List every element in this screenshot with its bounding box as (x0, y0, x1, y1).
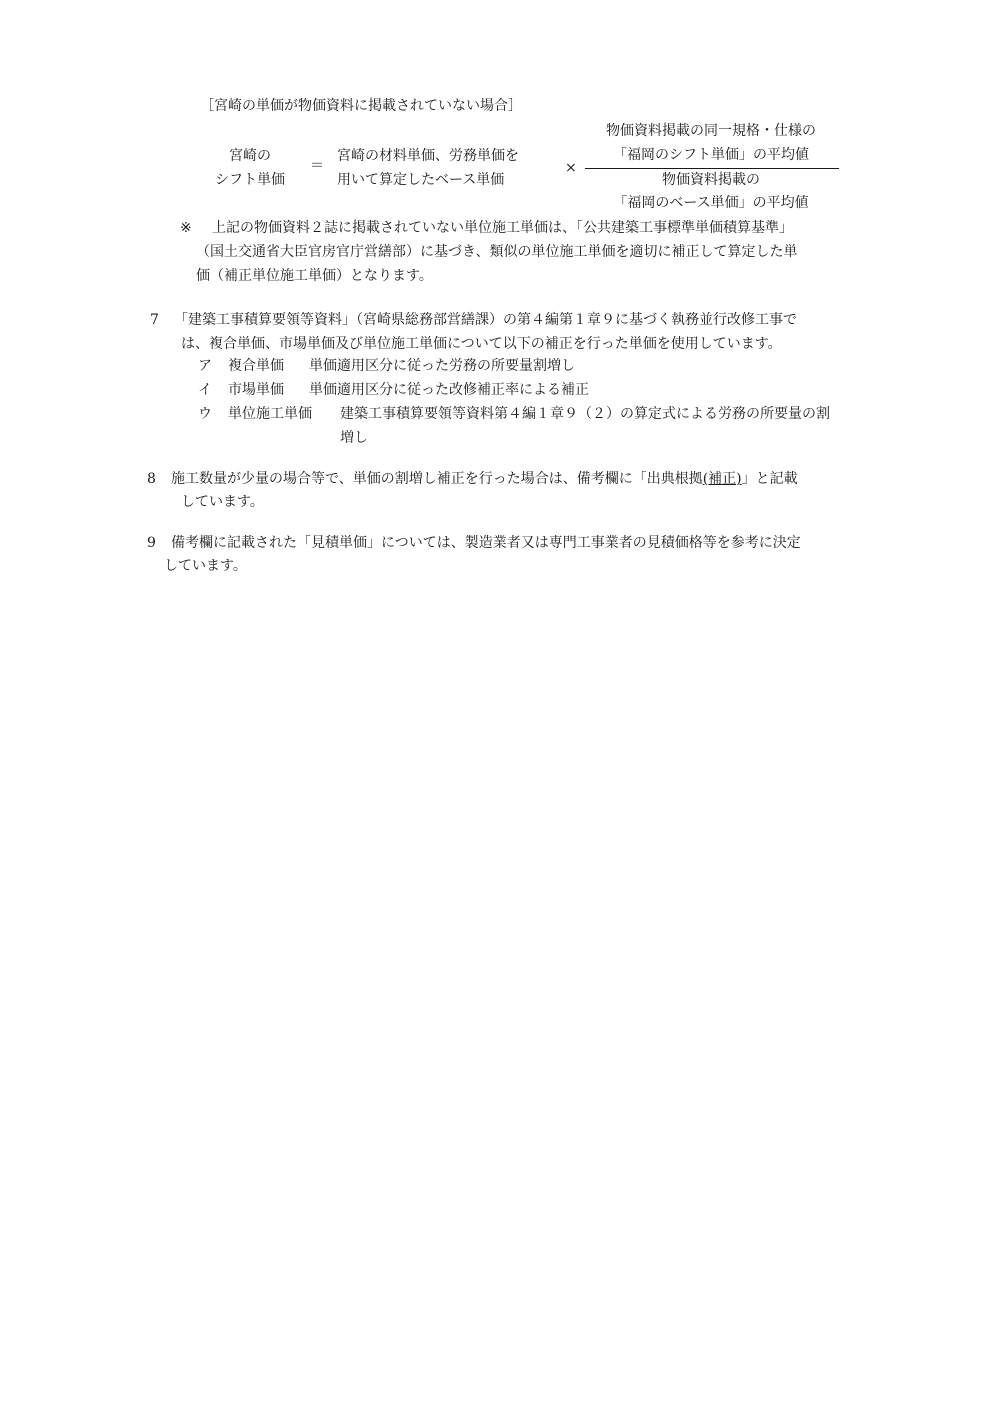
note-line2: （国土交通省大臣官房官庁営繕部）に基づき、類似の単位施工単価を適切に補正して算定した単 (196, 244, 798, 260)
item-7-sub-mark-u: ウ (198, 406, 212, 422)
item-7-sub-mark-a: ア (198, 358, 212, 374)
note-line1: 上記の物価資料２誌に掲載されていない単位施工単価は、「公共建築工事標準単価積算基準」 (212, 220, 793, 236)
item-7-sub-text-u-cont: 増し (340, 430, 368, 446)
formula-lhs-line2: シフト単価 (215, 172, 285, 188)
note-line3: 価（補正単位施工単価）となります。 (196, 268, 433, 284)
item-8-line2: しています。 (181, 494, 264, 510)
item-8-line1-underlined: (補正) (702, 471, 742, 487)
item-9-line2: しています。 (164, 558, 247, 574)
item-9-number: 9 (147, 535, 156, 551)
formula-numerator-line2: 「福岡のシフト単価」の平均値 (613, 147, 809, 163)
item-7-sub-label-i: 市場単価 (228, 382, 284, 398)
fraction-bar (585, 168, 839, 169)
item-9-line1: 備考欄に記載された「見積単価」については、製造業者又は専門工事業者の見積価格等を参考に決定 (171, 535, 801, 551)
item-7-sub-text-u: 建築工事積算要領等資料第４編１章９（２）の算定式による労務の所要量の割 (340, 406, 830, 422)
note-mark: ※ (180, 220, 192, 236)
item-8-number: 8 (147, 471, 156, 487)
formula-equals: ＝ (310, 158, 324, 174)
section-title: ［宮崎の単価が物価資料に掲載されていない場合］ (200, 98, 522, 114)
item-7-line2: は、複合単価、市場単価及び単位施工単価について以下の補正を行った単価を使用しています。 (181, 336, 782, 352)
item-8-line1-pre: 施工数量が少量の場合等で、単価の割増し補正を行った場合は、備考欄に「出典根拠 (171, 471, 703, 487)
formula-times: × (565, 160, 577, 176)
item-7-sub-label-u: 単位施工単価 (228, 406, 312, 422)
formula-denominator-line1: 物価資料掲載の (662, 172, 760, 188)
formula-base-line1: 宮崎の材料単価、労務単価を (337, 148, 519, 164)
formula-denominator-line2: 「福岡のベース単価」の平均値 (613, 195, 809, 211)
formula-lhs-line1: 宮崎の (229, 148, 271, 164)
formula-numerator-line1: 物価資料掲載の同一規格・仕様の (606, 123, 816, 139)
formula-base-line2: 用いて算定したベース単価 (337, 172, 505, 188)
item-7-line1: 「建築工事積算要領等資料」（宮崎県総務部営繕課）の第４編第１章９に基づく執務並行改修工事で (174, 312, 797, 328)
item-7-sub-text-a: 単価適用区分に従った労務の所要量割増し (309, 358, 575, 374)
item-8-line1 (171, 469, 798, 489)
item-8-line1-post: 」と記載 (741, 471, 798, 487)
item-7-sub-text-i: 単価適用区分に従った改修補正率による補正 (309, 382, 589, 398)
item-7-number: 7 (150, 312, 159, 328)
item-7-sub-mark-i: イ (198, 382, 212, 398)
item-7-sub-label-a: 複合単価 (228, 358, 284, 374)
